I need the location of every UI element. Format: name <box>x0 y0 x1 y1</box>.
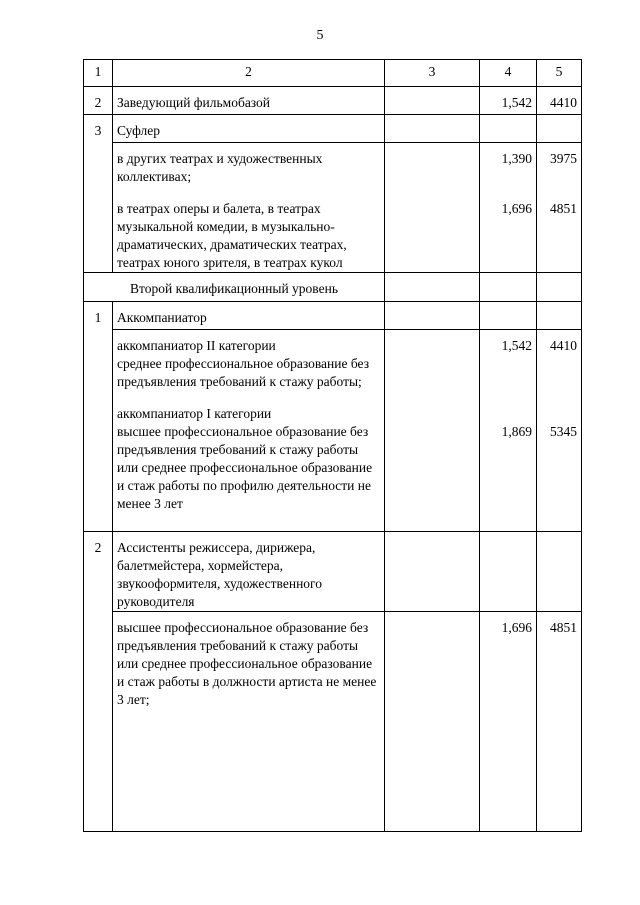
salary-value: 3975 <box>550 151 577 166</box>
table-row <box>84 115 582 143</box>
coefficient-value: 1,696 <box>501 201 532 216</box>
coefficient-value: 1,696 <box>480 612 537 832</box>
table-header-row <box>84 60 582 87</box>
empty-cell <box>480 302 537 330</box>
coefficient-cell <box>480 143 537 273</box>
page-number: 5 <box>316 28 324 43</box>
coefficient-value: 1,542 <box>501 338 532 353</box>
table-row <box>84 532 582 612</box>
section-title: Второй квалификационный уровень <box>84 273 385 302</box>
salary-value: 4410 <box>550 338 577 353</box>
row-number: 2 <box>84 532 113 832</box>
salary-value: 4851 <box>550 201 577 216</box>
table-row <box>84 330 582 532</box>
salary-cell <box>537 330 582 532</box>
empty-cell <box>480 273 537 302</box>
empty-cell <box>480 115 537 143</box>
table-row <box>84 302 582 330</box>
condition-text: высшее профессиональное образование без предъявления требований к стажу работы или среднее профессиональное образование и стаж работы по профилю деятельности не менее 3 лет <box>117 424 373 511</box>
coefficient-value: 1,390 <box>501 151 532 166</box>
position-name: Аккомпаниатор <box>113 302 385 330</box>
empty-cell <box>385 87 480 115</box>
position-name: Заведующий фильмобазой <box>113 87 385 115</box>
category-title: аккомпаниатор II категории <box>117 338 276 353</box>
condition-text: в театрах оперы и балета, в театрах музыкальной комедии, в музыкально-драматических, драматических театрах, театрах юного зрителя, в театрах кукол <box>117 201 347 270</box>
empty-cell <box>385 330 480 532</box>
coefficient-cell <box>480 330 537 532</box>
header-cell-3: 3 <box>385 60 480 87</box>
empty-cell <box>537 273 582 302</box>
table-row <box>84 87 582 115</box>
empty-cell <box>537 302 582 330</box>
position-name: Ассистенты режиссера, дирижера, балетмейстера, хормейстера, звукооформителя, художественного руководителя <box>113 532 385 612</box>
empty-cell <box>537 532 582 612</box>
empty-cell <box>480 532 537 612</box>
coefficient-value: 1,869 <box>501 424 532 439</box>
salary-table <box>83 59 582 832</box>
salary-value: 4851 <box>537 612 582 832</box>
condition-cell <box>113 612 385 832</box>
row-number: 2 <box>84 87 113 115</box>
empty-cell <box>385 115 480 143</box>
condition-text: среднее профессиональное образование без предъявления требований к стажу работы; <box>117 356 370 389</box>
header-cell-2: 2 <box>113 60 385 87</box>
condition-text: высшее профессиональное образование без предъявления требований к стажу работы или среднее профессиональное образование и стаж работы в должности артиста не менее 3 лет; <box>117 620 377 707</box>
empty-cell <box>385 143 480 273</box>
empty-cell <box>385 302 480 330</box>
condition-text: в других театрах и художественных коллективах; <box>117 151 323 184</box>
empty-cell <box>385 532 480 612</box>
row-number: 3 <box>84 115 113 273</box>
category-title: аккомпаниатор I категории <box>117 406 272 421</box>
empty-cell <box>537 115 582 143</box>
row-number: 1 <box>84 302 113 532</box>
empty-cell <box>385 273 480 302</box>
header-cell-1: 1 <box>84 60 113 87</box>
header-cell-5: 5 <box>537 60 582 87</box>
condition-cell <box>113 330 385 532</box>
header-cell-4: 4 <box>480 60 537 87</box>
position-name: Суфлер <box>113 115 385 143</box>
coefficient-value: 1,542 <box>480 87 537 115</box>
condition-cell <box>113 143 385 273</box>
salary-cell <box>537 143 582 273</box>
section-row <box>84 273 582 302</box>
salary-value: 5345 <box>550 424 577 439</box>
table-row <box>84 143 582 273</box>
table-row <box>84 612 582 832</box>
salary-value: 4410 <box>537 87 582 115</box>
empty-cell <box>385 612 480 832</box>
